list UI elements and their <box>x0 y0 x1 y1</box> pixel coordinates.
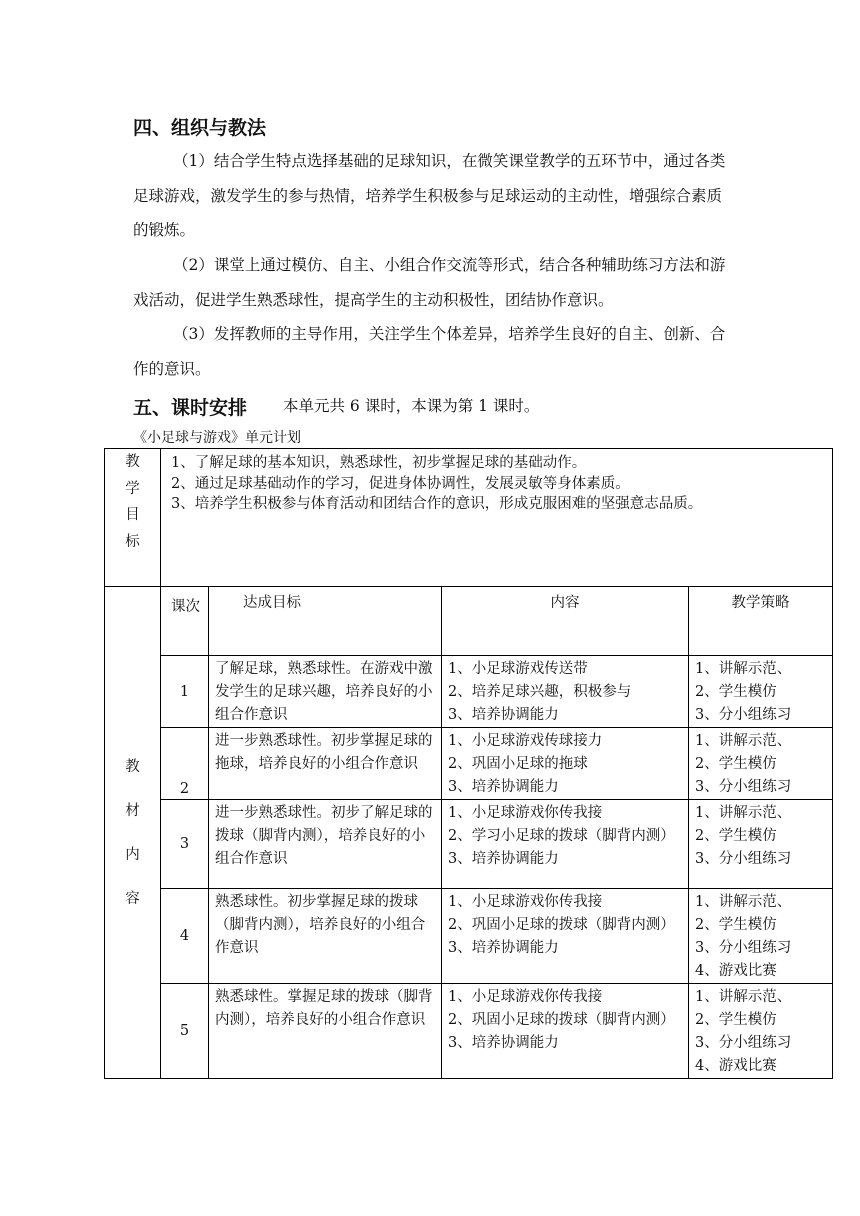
content-cell: 1、小足球游戏你传我接 2、巩固小足球的拨球（脚背内测） 3、培养协调能力 <box>442 889 689 984</box>
goal-item: 2、通过足球基础动作的学习，促进身体协调性，发展灵敏等身体素质。 <box>171 475 630 492</box>
content-cell: 1、小足球游戏传球接力 2、巩固小足球的拖球 3、培养协调能力 <box>442 728 689 800</box>
goal-item: 3、培养学生积极参与体育活动和团结合作的意识，形成克服困难的坚强意志品质。 <box>171 496 703 512</box>
strategy-cell: 1、讲解示范、 2、学生模仿 3、分小组练习 <box>689 800 833 889</box>
table-caption: 《小足球与游戏》单元计划 <box>133 430 301 446</box>
table-row <box>105 800 833 889</box>
paragraph-3 <box>133 317 733 386</box>
strategy-cell: 1、讲解示范、 2、学生模仿 3、分小组练习 4、游戏比赛 <box>689 889 833 984</box>
target-cell: 了解足球，熟悉球性。在游戏中激发学生的足球兴趣，培养良好的小组合作意识 <box>209 656 442 728</box>
target-cell: 进一步熟悉球性。初步了解足球的拨球（脚背内测），培养良好的小组合作意识 <box>209 800 442 889</box>
header-row <box>105 587 833 656</box>
unit-plan-table <box>104 448 833 1079</box>
content-cell: 1、小足球游戏你传我接 2、学习小足球的拨球（脚背内测） 3、培养协调能力 <box>442 800 689 889</box>
lesson-number: 2 <box>161 728 209 800</box>
paragraph-1-text: （1）结合学生特点选择基础的足球知识，在微笑课堂教学的五环节中，通过各类足球游戏，激发学生的参与热情，培养学生积极参与足球运动的主动性，增强综合素质的锻炼。 <box>133 152 726 239</box>
paragraph-3-text: （3）发挥教师的主导作用，关注学生个体差异，培养学生良好的自主、创新、合作的意识。 <box>133 325 726 378</box>
table-row <box>105 889 833 984</box>
section5-heading: 五、课时安排 <box>133 397 248 419</box>
strategy-cell: 1、讲解示范、 2、学生模仿 3、分小组练习 4、游戏比赛 <box>689 984 833 1079</box>
header-lesson: 课次 <box>161 587 209 656</box>
table-row <box>105 656 833 728</box>
target-cell: 进一步熟悉球性。初步掌握足球的拖球，培养良好的小组合作意识 <box>209 728 442 800</box>
table-row <box>105 984 833 1079</box>
header-content: 内容 <box>442 587 689 656</box>
table-row <box>105 728 833 800</box>
header-strategy: 教学策略 <box>689 587 833 656</box>
goals-label: 教 学 目 标 <box>105 449 161 587</box>
target-cell: 熟悉球性。掌握足球的拨球（脚背内测），培养良好的小组合作意识 <box>209 984 442 1079</box>
goals-row <box>105 449 833 587</box>
lesson-number: 4 <box>161 889 209 984</box>
lesson-number: 1 <box>161 656 209 728</box>
lesson-number: 3 <box>161 800 209 889</box>
lesson-number: 5 <box>161 984 209 1079</box>
goals-cell <box>161 449 833 587</box>
paragraph-2 <box>133 248 733 317</box>
header-target: 达成目标 <box>209 587 442 656</box>
goal-item: 1、了解足球的基本知识，熟悉球性，初步掌握足球的基础动作。 <box>171 455 587 471</box>
strategy-cell: 1、讲解示范、 2、学生模仿 3、分小组练习 <box>689 656 833 728</box>
content-cell: 1、小足球游戏传送带 2、培养足球兴趣，积极参与 3、培养协调能力 <box>442 656 689 728</box>
target-cell: 熟悉球性。初步掌握足球的拨球（脚背内测），培养良好的小组合作意识 <box>209 889 442 984</box>
section4-heading: 四、组织与教法 <box>133 117 267 139</box>
content-cell: 1、小足球游戏你传我接 2、巩固小足球的拨球（脚背内测） 3、培养协调能力 <box>442 984 689 1079</box>
paragraph-2-text: （2）课堂上通过模仿、自主、小组合作交流等形式，结合各种辅助练习方法和游戏活动，促进学生熟悉球性，提高学生的主动积极性，团结协作意识。 <box>133 256 726 309</box>
strategy-cell: 1、讲解示范、 2、学生模仿 3、分小组练习 <box>689 728 833 800</box>
paragraph-1 <box>133 144 733 248</box>
content-label: 教 材 内 容 <box>105 587 161 1079</box>
schedule-note: 本单元共 6 课时，本课为第 1 课时。 <box>283 397 540 415</box>
